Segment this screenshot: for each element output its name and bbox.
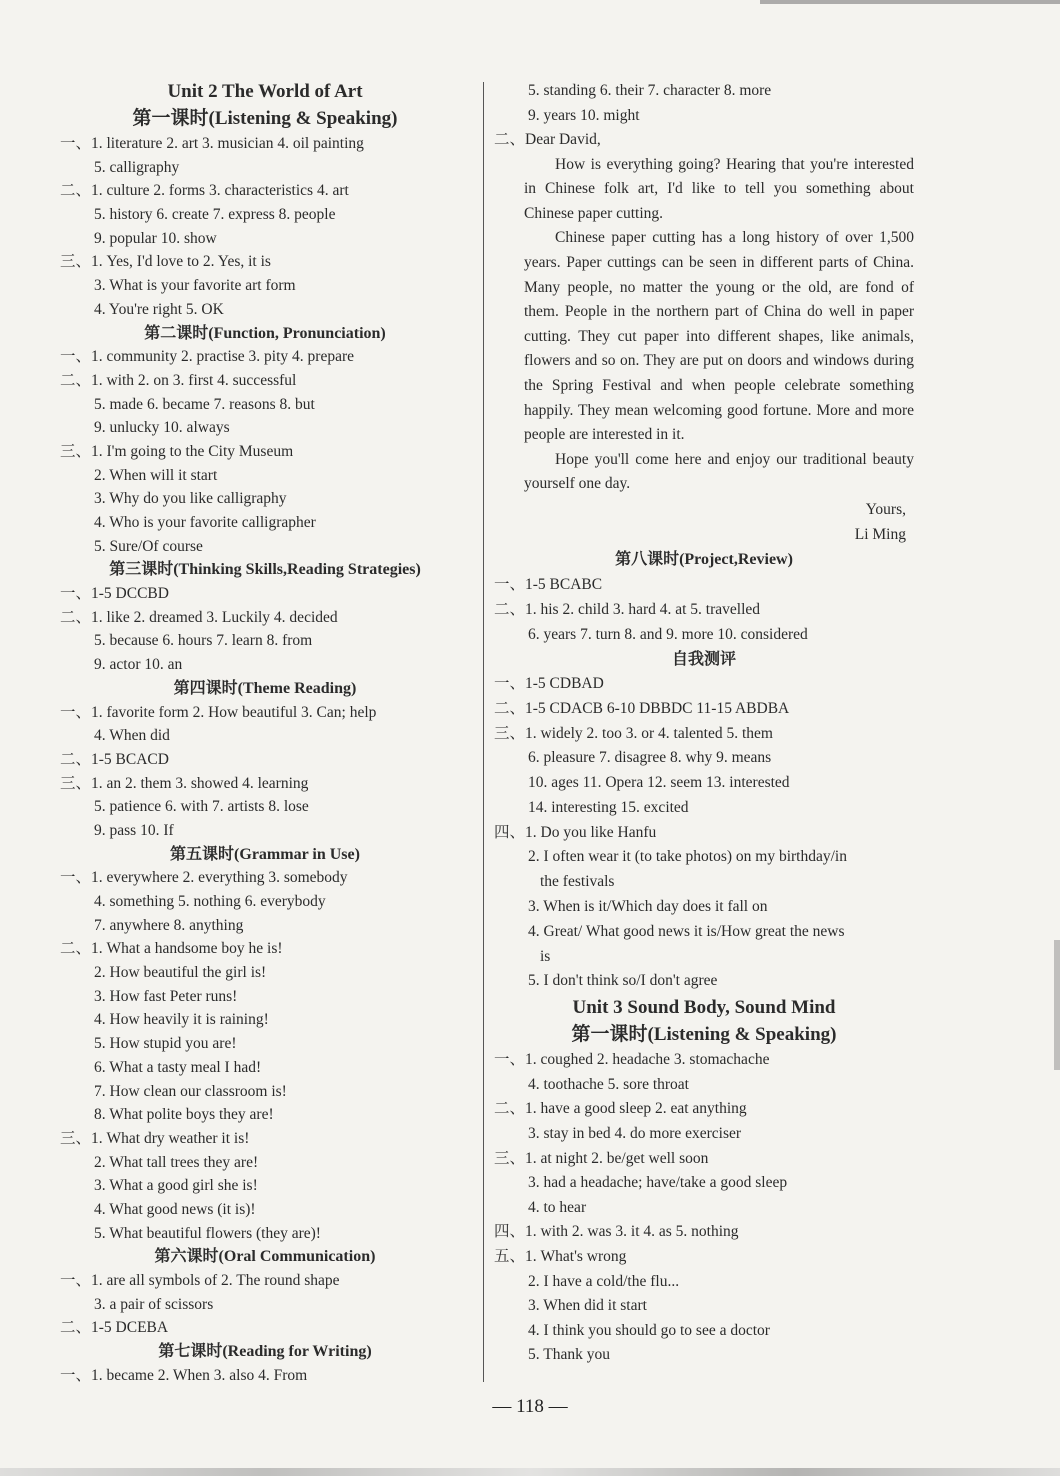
answer-line: 三、1. widely 2. too 3. or 4. talented 5. them	[494, 724, 773, 742]
answer-line: 4. something 5. nothing 6. everybody	[94, 893, 326, 910]
answer-line: 三、1. Yes, I'd love to 2. Yes, it is	[60, 253, 271, 271]
answer-line: 二、1-5 CDACB 6-10 DBBDC 11-15 ABDBA	[494, 699, 790, 717]
lesson-title: 第一课时(Listening & Speaking)	[132, 108, 398, 129]
answer-line: 6. What a tasty meal I had!	[94, 1058, 262, 1076]
answer-line: 6. years 7. turn 8. and 9. more 10. considered	[528, 625, 808, 643]
answer-line: 4. Great/ What good news it is/How great the news	[528, 922, 845, 940]
answer-line: 10. ages 11. Opera 12. seem 13. interested	[528, 774, 790, 792]
scan-edge-top	[760, 0, 1060, 4]
test-title: 自我测评	[671, 650, 736, 668]
answer-line: 二、1. culture 2. forms 3. characteristics 4. art	[60, 182, 349, 200]
answer-line: 14. interesting 15. excited	[528, 798, 689, 816]
answer-line: 3. stay in bed 4. do more exerciser	[528, 1125, 742, 1143]
answer-line: 3. When did it start	[528, 1297, 647, 1315]
answer-line: 一、1-5 BCABC	[494, 575, 603, 593]
sample-letter	[494, 128, 914, 497]
answer-line: 2. How beautiful the girl is!	[94, 964, 267, 982]
lesson-title: 第八课时(Project,Review)	[615, 550, 793, 568]
answer-line: 7. anywhere 8. anything	[94, 916, 244, 934]
answer-line: 一、1. coughed 2. headache 3. stomachache	[494, 1051, 770, 1069]
left-column	[60, 78, 470, 1387]
answer-line: 4. When did	[94, 727, 170, 745]
answer-line: the festivals	[540, 873, 615, 891]
answer-line: 4. You're right 5. OK	[94, 300, 224, 318]
answer-line: 5. standing 6. their 7. character 8. more	[528, 82, 772, 99]
answer-line: 9. pass 10. If	[94, 821, 174, 839]
letter-salutation: 二、Dear David,	[494, 131, 601, 148]
answer-line: 4. How heavily it is raining!	[94, 1011, 269, 1029]
answer-line: 一、1. everywhere 2. everything 3. somebody	[60, 869, 348, 887]
answer-line: 5. made 6. became 7. reasons 8. but	[94, 395, 315, 413]
answer-line: 二、1. his 2. child 3. hard 4. at 5. travelled	[494, 600, 761, 618]
answer-line: 5. What beautiful flowers (they are)!	[94, 1224, 321, 1242]
unit-title: Unit 2 The World of Art	[167, 81, 363, 102]
answer-line: 一、1. community 2. practise 3. pity 4. prepare	[60, 348, 355, 366]
answer-line: 6. pleasure 7. disagree 8. why 9. means	[528, 749, 772, 767]
lesson-title: 第五课时(Grammar in Use)	[170, 845, 360, 863]
answer-line: 2. I often wear it (to take photos) on my birthday/in	[528, 848, 847, 866]
answer-line: 2. I have a cold/the flu...	[528, 1272, 680, 1290]
answer-line: 2. What tall trees they are!	[94, 1153, 259, 1171]
scan-edge-bottom	[0, 1468, 1060, 1476]
answer-line: 4. I think you should go to see a doctor	[528, 1321, 770, 1339]
answer-line: 5. Sure/Of course	[94, 537, 203, 555]
answer-line: 3. When is it/Which day does it fall on	[528, 898, 768, 916]
answer-line: 二、1. have a good sleep 2. eat anything	[494, 1100, 747, 1118]
answer-line: 4. What good news (it is)!	[94, 1200, 256, 1218]
answer-line: 9. years 10. might	[528, 107, 640, 124]
answer-line: 一、1. favorite form 2. How beautiful 3. Can; help	[60, 703, 377, 721]
answer-line: 一、1. are all symbols of 2. The round shape	[60, 1272, 340, 1289]
letter-paragraph: Hope you'll come here and enjoy our traditional beauty yourself one day.	[524, 450, 914, 493]
scan-edge-right	[1054, 940, 1060, 1070]
answer-line: 4. to hear	[528, 1198, 587, 1216]
answer-line: 2. When will it start	[94, 466, 218, 484]
answer-line: 二、1-5 DCEBA	[60, 1319, 169, 1337]
letter-paragraph: Chinese paper cutting has a long history of over 1,500 years. Paper cuttings can be seen in different parts of China. Many people, no matter the young or the old, are fond of them. People in the northern part of China do well in paper cutting. They cut paper into different shapes, like animals, flowers and so on. They are put on doors and windows during the Spring Festival and when people celebrate something happily. They mean welcoming good fortune. More and more people are interested in it.	[524, 229, 914, 444]
answer-line: 四、1. with 2. was 3. it 4. as 5. nothing	[494, 1223, 739, 1241]
unit-title: Unit 3 Sound Body, Sound Mind	[572, 997, 836, 1019]
answer-line: 一、1-5 CDBAD	[494, 674, 604, 692]
column-divider	[483, 82, 484, 1382]
answer-line: 四、1. Do you like Hanfu	[494, 823, 657, 841]
answer-line: 二、1. like 2. dreamed 3. Luckily 4. decided	[60, 608, 338, 626]
answer-line: 3. What is your favorite art form	[94, 277, 296, 295]
answer-line: 二、1. What a handsome boy he is!	[60, 940, 283, 958]
answer-line: 7. How clean our classroom is!	[94, 1082, 287, 1100]
answer-line: 3. had a headache; have/take a good sleep	[528, 1174, 788, 1192]
answer-line: 8. What polite boys they are!	[94, 1106, 274, 1124]
answer-line: 三、1. at night 2. be/get well soon	[494, 1149, 709, 1167]
letter-signature: Li Ming	[854, 525, 906, 543]
answer-line: 二、1-5 BCACD	[60, 750, 169, 768]
answer-line: 5. because 6. hours 7. learn 8. from	[94, 632, 313, 650]
answer-line: 3. a pair of scissors	[94, 1295, 214, 1313]
answer-line: 3. Why do you like calligraphy	[94, 490, 287, 508]
lesson-title: 第六课时(Oral Communication)	[154, 1248, 376, 1266]
lesson-title: 第四课时(Theme Reading)	[173, 679, 357, 697]
answer-line: 一、1-5 DCCBD	[60, 585, 169, 603]
answer-line: 二、1. with 2. on 3. first 4. successful	[60, 371, 297, 389]
lesson-title: 第一课时(Listening & Speaking)	[571, 1024, 837, 1046]
answer-line: 一、1. became 2. When 3. also 4. From	[60, 1366, 308, 1384]
page-number: — 118 —	[492, 1396, 568, 1417]
answer-line: 五、1. What's wrong	[494, 1248, 627, 1266]
answer-line: 5. Thank you	[528, 1346, 610, 1364]
answer-line: is	[540, 947, 551, 965]
answer-line: 5. history 6. create 7. express 8. people	[94, 206, 336, 224]
letter-paragraph: How is everything going? Hearing that you're interested in Chinese folk art, I'd like to tell you something about Chinese paper cutting.	[524, 155, 914, 222]
answer-line: 三、1. What dry weather it is!	[60, 1129, 250, 1147]
lesson-title: 第三课时(Thinking Skills,Reading Strategies)	[109, 561, 421, 579]
answer-line: 三、1. I'm going to the City Museum	[60, 442, 294, 460]
letter-closing: Yours,	[865, 500, 906, 518]
answer-line: 5. How stupid you are!	[94, 1035, 237, 1053]
answer-line: 3. What a good girl she is!	[94, 1177, 258, 1195]
answer-line: 一、1. literature 2. art 3. musician 4. oil painting	[60, 135, 364, 152]
answer-line: 4. Who is your favorite calligrapher	[94, 514, 316, 531]
answer-line: 5. patience 6. with 7. artists 8. lose	[94, 798, 309, 816]
answer-line: 9. popular 10. show	[94, 229, 217, 247]
answer-line: 3. How fast Peter runs!	[94, 987, 238, 1005]
answer-line: 5. I don't think so/I don't agree	[528, 972, 718, 990]
lesson-title: 第七课时(Reading for Writing)	[158, 1343, 372, 1361]
answer-line: 4. toothache 5. sore throat	[528, 1075, 689, 1093]
lesson-title: 第二课时(Function, Pronunciation)	[144, 324, 386, 342]
right-column	[494, 78, 914, 1368]
answer-line: 5. calligraphy	[94, 158, 180, 176]
answer-line: 9. unlucky 10. always	[94, 419, 230, 437]
answer-line: 三、1. an 2. them 3. showed 4. learning	[60, 774, 309, 792]
answer-line: 9. actor 10. an	[94, 656, 183, 674]
